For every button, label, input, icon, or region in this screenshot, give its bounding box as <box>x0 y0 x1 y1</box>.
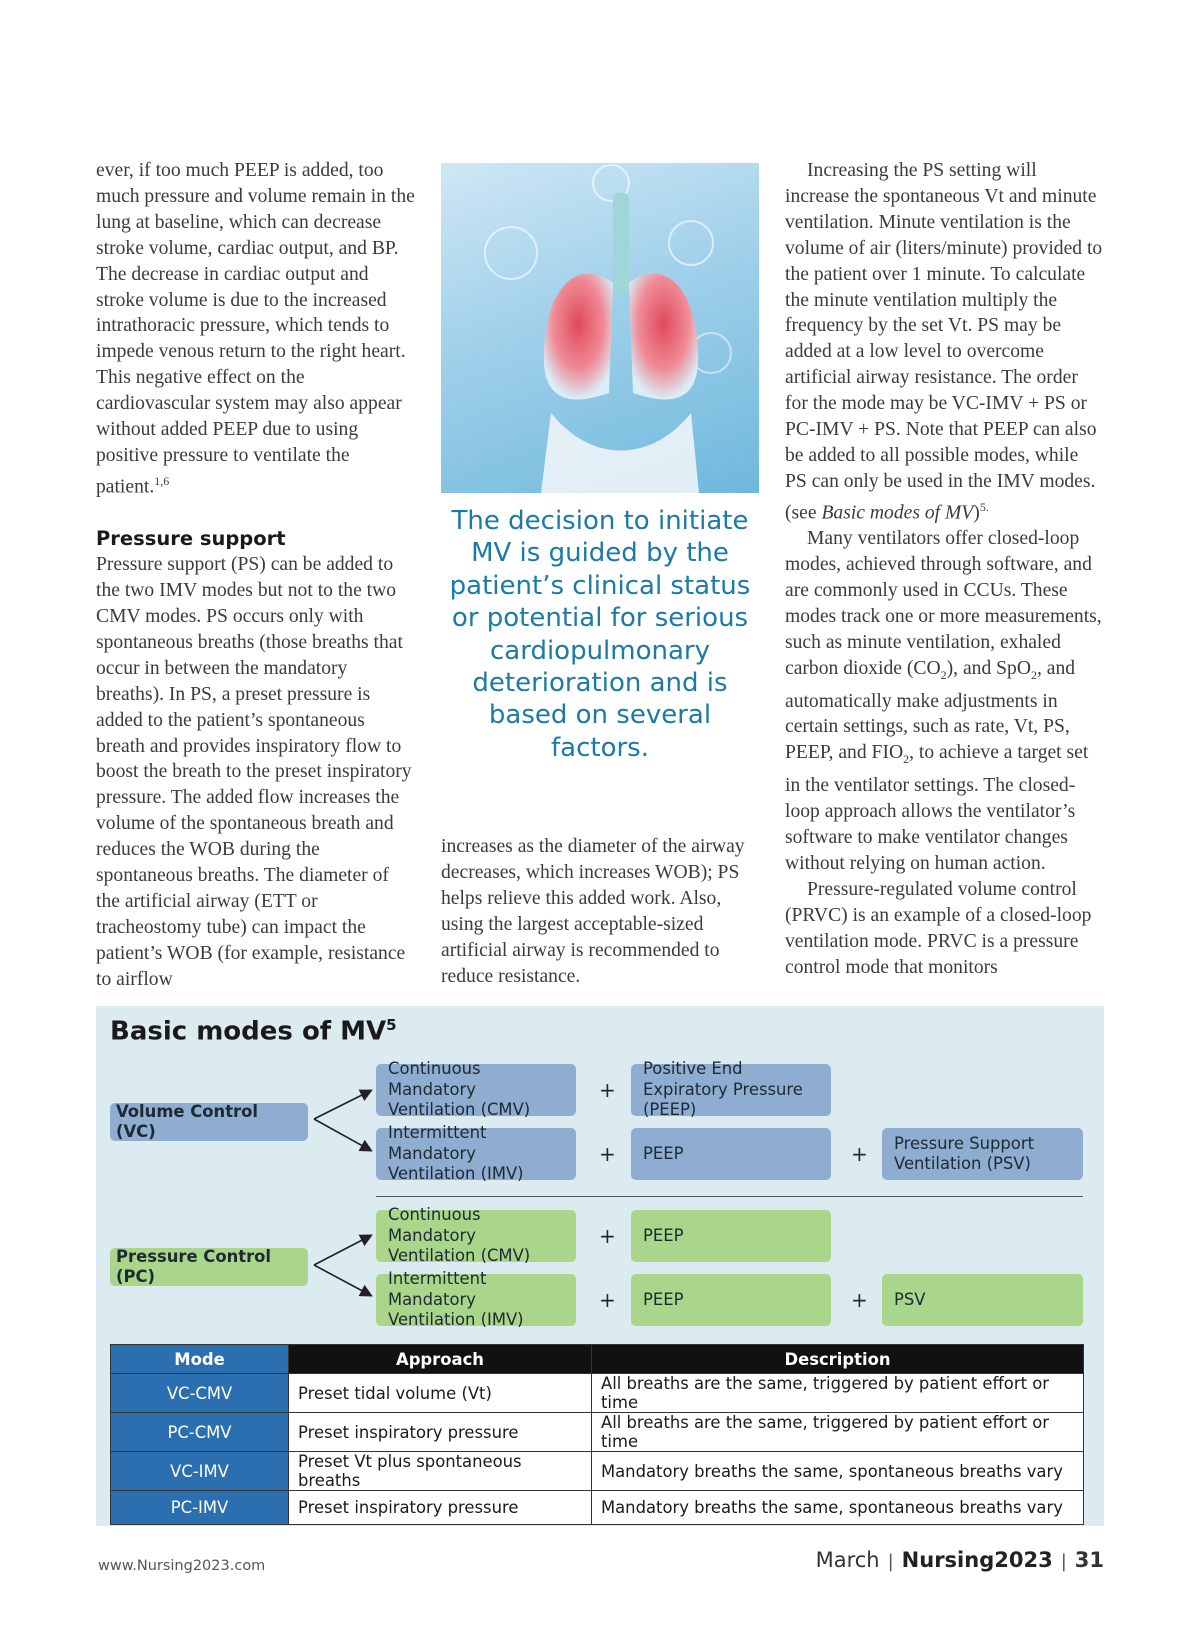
box-title: Basic modes of $MV^5$ <box>110 1016 397 1047</box>
plus-sign: + <box>599 1142 616 1166</box>
mode-cell: VC-IMV <box>111 1452 289 1491</box>
plus-sign: + <box>599 1224 616 1248</box>
section-heading: Pressure support <box>96 527 286 551</box>
plus-sign: + <box>851 1288 868 1312</box>
pc-psv-node: PSV <box>882 1274 1083 1326</box>
branch-divider <box>376 1196 1083 1197</box>
article-column-1 <box>96 158 416 993</box>
modes-table <box>110 1344 1084 1525</box>
reference: 1,6 <box>154 473 170 488</box>
header-mode: Mode <box>111 1345 289 1374</box>
approach-cell: Preset tidal volume (Vt) <box>289 1374 592 1413</box>
plus-sign: + <box>599 1078 616 1102</box>
article-column-2 <box>441 834 766 989</box>
description-cell: Mandatory breaths the same, spontaneous breaths vary <box>592 1452 1084 1491</box>
footer-url: www.Nursing2023.com <box>98 1558 266 1574</box>
description-cell: All breaths are the same, triggered by patient effort or time <box>592 1374 1084 1413</box>
plus-sign: + <box>599 1288 616 1312</box>
vc-psv-node: Pressure Support Ventilation (PSV) <box>882 1128 1083 1180</box>
volume-control-node: Volume Control (VC) <box>110 1103 308 1141</box>
approach-cell: Preset Vt plus spontaneous breaths <box>289 1452 592 1491</box>
approach-cell: Preset inspiratory pressure <box>289 1491 592 1525</box>
mode-cell: VC-CMV <box>111 1374 289 1413</box>
header-description: Description <box>592 1345 1084 1374</box>
table-row <box>111 1413 1084 1452</box>
paragraph: ever, if too much PEEP is added, too much pressure and volume remain in the lung at baseline, which can decrease stroke volume, cardiac output, and BP. The decrease in cardiac output and stroke volume is due to the increased intrathoracic pressure, which tends to impede venous return to the right heart. This negative effect on the cardiovascular system may also appear without added PEEP due to using positive pressure to ventilate the patient.$^{1,6}$ <box>96 160 415 498</box>
basic-modes-box <box>96 1006 1104 1526</box>
lungs-icon <box>441 163 759 493</box>
vc-peep-node: Positive End Expiratory Pressure (PEEP) <box>631 1064 831 1116</box>
vc-cmv-node: Continuous Mandatory Ventilation (CMV) <box>376 1064 576 1116</box>
plus-sign: + <box>851 1142 868 1166</box>
table-row <box>111 1374 1084 1413</box>
paragraph: Pressure-regulated volume control (PRVC) is an example of a closed-loop ventilation mode. PRVC is a pressure control mode that monitors <box>785 878 1092 978</box>
footer-brand: Nursing2023 <box>901 1548 1053 1572</box>
box-reference: Basic modes of MV <box>821 502 974 524</box>
pressure-control-node: Pressure Control (PC) <box>110 1248 308 1286</box>
paragraph: Increasing the PS setting will increase the spontaneous Vt and minute ventilation. Minute ventilation is the volume of air (liters/minute) provided to the patient over 1 minute. To calculate the minute ventilation multiply the frequency by the set Vt. PS may be added at a low level to overcome artificial airway resistance. The order for the mode may be VC-IMV + PS or PC-IMV + PS. Note that PEEP can also be added to all possible modes, while PS can only be used in the IMV modes. (see Basic modes of MV)$^{5.}$ <box>785 160 1103 524</box>
pc-cmv-node: Continuous Mandatory Ventilation (CMV) <box>376 1210 576 1262</box>
footer-month: March <box>815 1548 880 1572</box>
footer-folio: March | Nursing2023 | 31 <box>815 1548 1104 1572</box>
table-row <box>111 1491 1084 1525</box>
table-header-row <box>111 1345 1084 1374</box>
pc-imv-node: Intermittent Mandatory Ventilation (IMV) <box>376 1274 576 1326</box>
mode-cell: PC-CMV <box>111 1413 289 1452</box>
lungs-illustration-image <box>441 163 759 493</box>
paragraph: Pressure support (PS) can be added to the two IMV modes but not to the two CMV modes. PS occurs only with spontaneous breaths (those breaths that occur in between the mandatory breaths). In PS, a preset pressure is added to the patient’s spontaneous breath and provides inspiratory flow to boost the breath to the preset inspiratory pressure. The added flow increases the volume of the spontaneous breath and reduces the WOB during the spontaneous breaths. The diameter of the artificial airway (ETT or tracheostomy tube) can impact the patient’s WOB (for example, resistance to airflow <box>96 554 412 990</box>
article-column-3 <box>785 158 1103 980</box>
approach-cell: Preset inspiratory pressure <box>289 1413 592 1452</box>
table-row <box>111 1452 1084 1491</box>
vc-imv-node: Intermittent Mandatory Ventilation (IMV) <box>376 1128 576 1180</box>
reference: 5. <box>979 499 989 514</box>
description-cell: All breaths are the same, triggered by patient effort or time <box>592 1413 1084 1452</box>
pull-quote: The decision to initiate MV is guided by the patient’s clinical status or potential for serious cardiopulmonary deterioration and is based on several factors. <box>449 506 751 763</box>
paragraph: increases as the diameter of the airway decreases, which increases WOB); PS helps relieve this added work. Also, using the largest acceptable-sized artificial airway is recommended to reduce resistance. <box>441 836 745 987</box>
header-approach: Approach <box>289 1345 592 1374</box>
vc-imv-peep-node: PEEP <box>631 1128 831 1180</box>
pc-cmv-peep-node: PEEP <box>631 1210 831 1262</box>
pc-imv-peep-node: PEEP <box>631 1274 831 1326</box>
mode-cell: PC-IMV <box>111 1491 289 1525</box>
paragraph: Many ventilators offer closed-loop modes, achieved through software, and are commonly used in CCUs. These modes track one or more measurements, such as minute ventilation, exhaled carbon dioxide $(CO_2)$, and SpO$_2$, and automatically make adjustments in certain settings, such as rate, Vt, PS, PEEP, and $FIO_2$, to achieve a target set in the ventilator settings. The closed-loop approach allows the ventilator’s software to make ventilator changes without relying on human action. <box>785 528 1102 874</box>
description-cell: Mandatory breaths the same, spontaneous breaths vary <box>592 1491 1084 1525</box>
page-number: 31 <box>1074 1548 1104 1572</box>
